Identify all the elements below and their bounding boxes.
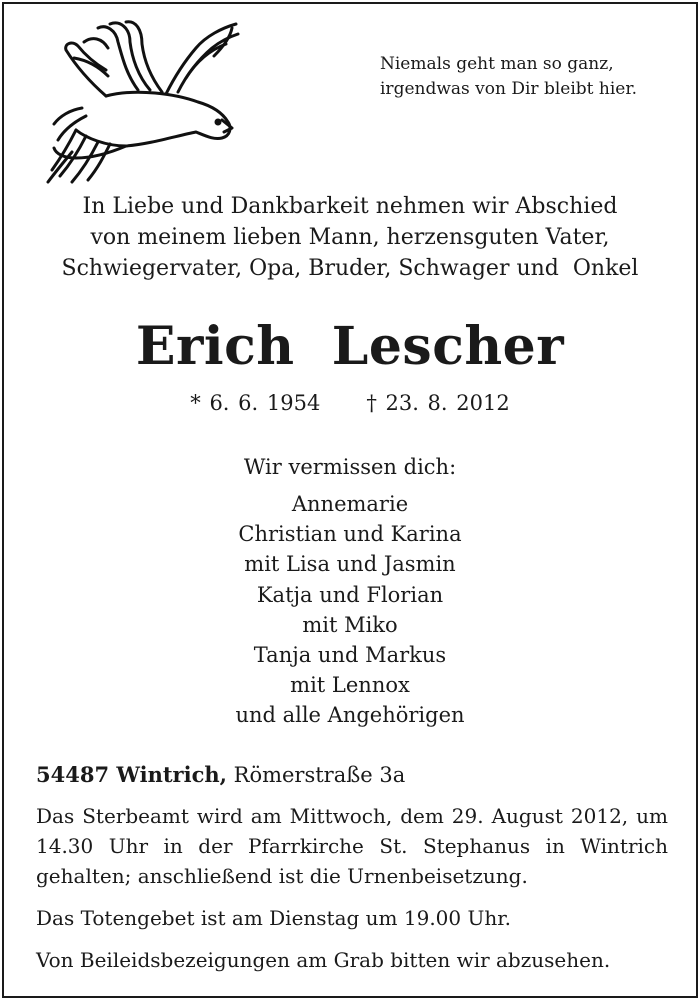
list-item: mit Lennox — [290, 673, 410, 698]
list-item: mit Miko — [302, 612, 398, 637]
list-item: und alle Angehörigen — [235, 703, 465, 728]
list-item: Tanja und Markus — [253, 643, 447, 668]
requiem-notice: Das Sterbeamt wird am Mittwoch, dem 29. August 2012, um 14.30 Uhr in der Pfarrkirche St. Stephanus in Wintrich gehalten; anschließend ist die Urnenbeisetzung. — [36, 804, 668, 888]
obituary-notice — [2, 2, 698, 998]
intro-line: von meinem lieben Mann, herzensguten Vater, — [90, 225, 610, 250]
deceased-name: Erich Lescher — [135, 316, 565, 377]
address-street: Römerstraße 3a — [226, 763, 406, 787]
mourners-list — [4, 489, 696, 731]
list-item: mit Lisa und Jasmin — [244, 552, 456, 577]
prayer-notice: Das Totengebet ist am Dienstag um 19.00 Uhr. — [36, 906, 511, 930]
birth-date: * 6. 6. 1954 — [190, 391, 321, 415]
condolences-notice: Von Beileidsbezeigungen am Grab bitten wir abzusehen. — [36, 948, 611, 972]
intro-line: In Liebe und Dankbarkeit nehmen wir Abschied — [82, 194, 618, 219]
intro-line: Schwiegervater, Opa, Bruder, Schwager und Onkel — [61, 256, 639, 281]
quote-line: Niemals geht man so ganz, — [380, 54, 614, 74]
farewell-intro — [4, 191, 696, 284]
list-item: Christian und Karina — [238, 522, 462, 547]
mourners-heading: Wir vermissen dich: — [243, 455, 457, 479]
address — [36, 760, 405, 790]
quote-line: irgendwas von Dir bleibt hier. — [380, 79, 637, 99]
list-item: Katja und Florian — [256, 582, 444, 607]
quote — [380, 52, 680, 102]
life-dates — [4, 388, 696, 418]
dove-icon — [46, 18, 242, 188]
death-date: † 23. 8. 2012 — [366, 391, 510, 415]
list-item: Annemarie — [291, 492, 409, 516]
address-city: 54487 Wintrich, — [36, 762, 227, 787]
